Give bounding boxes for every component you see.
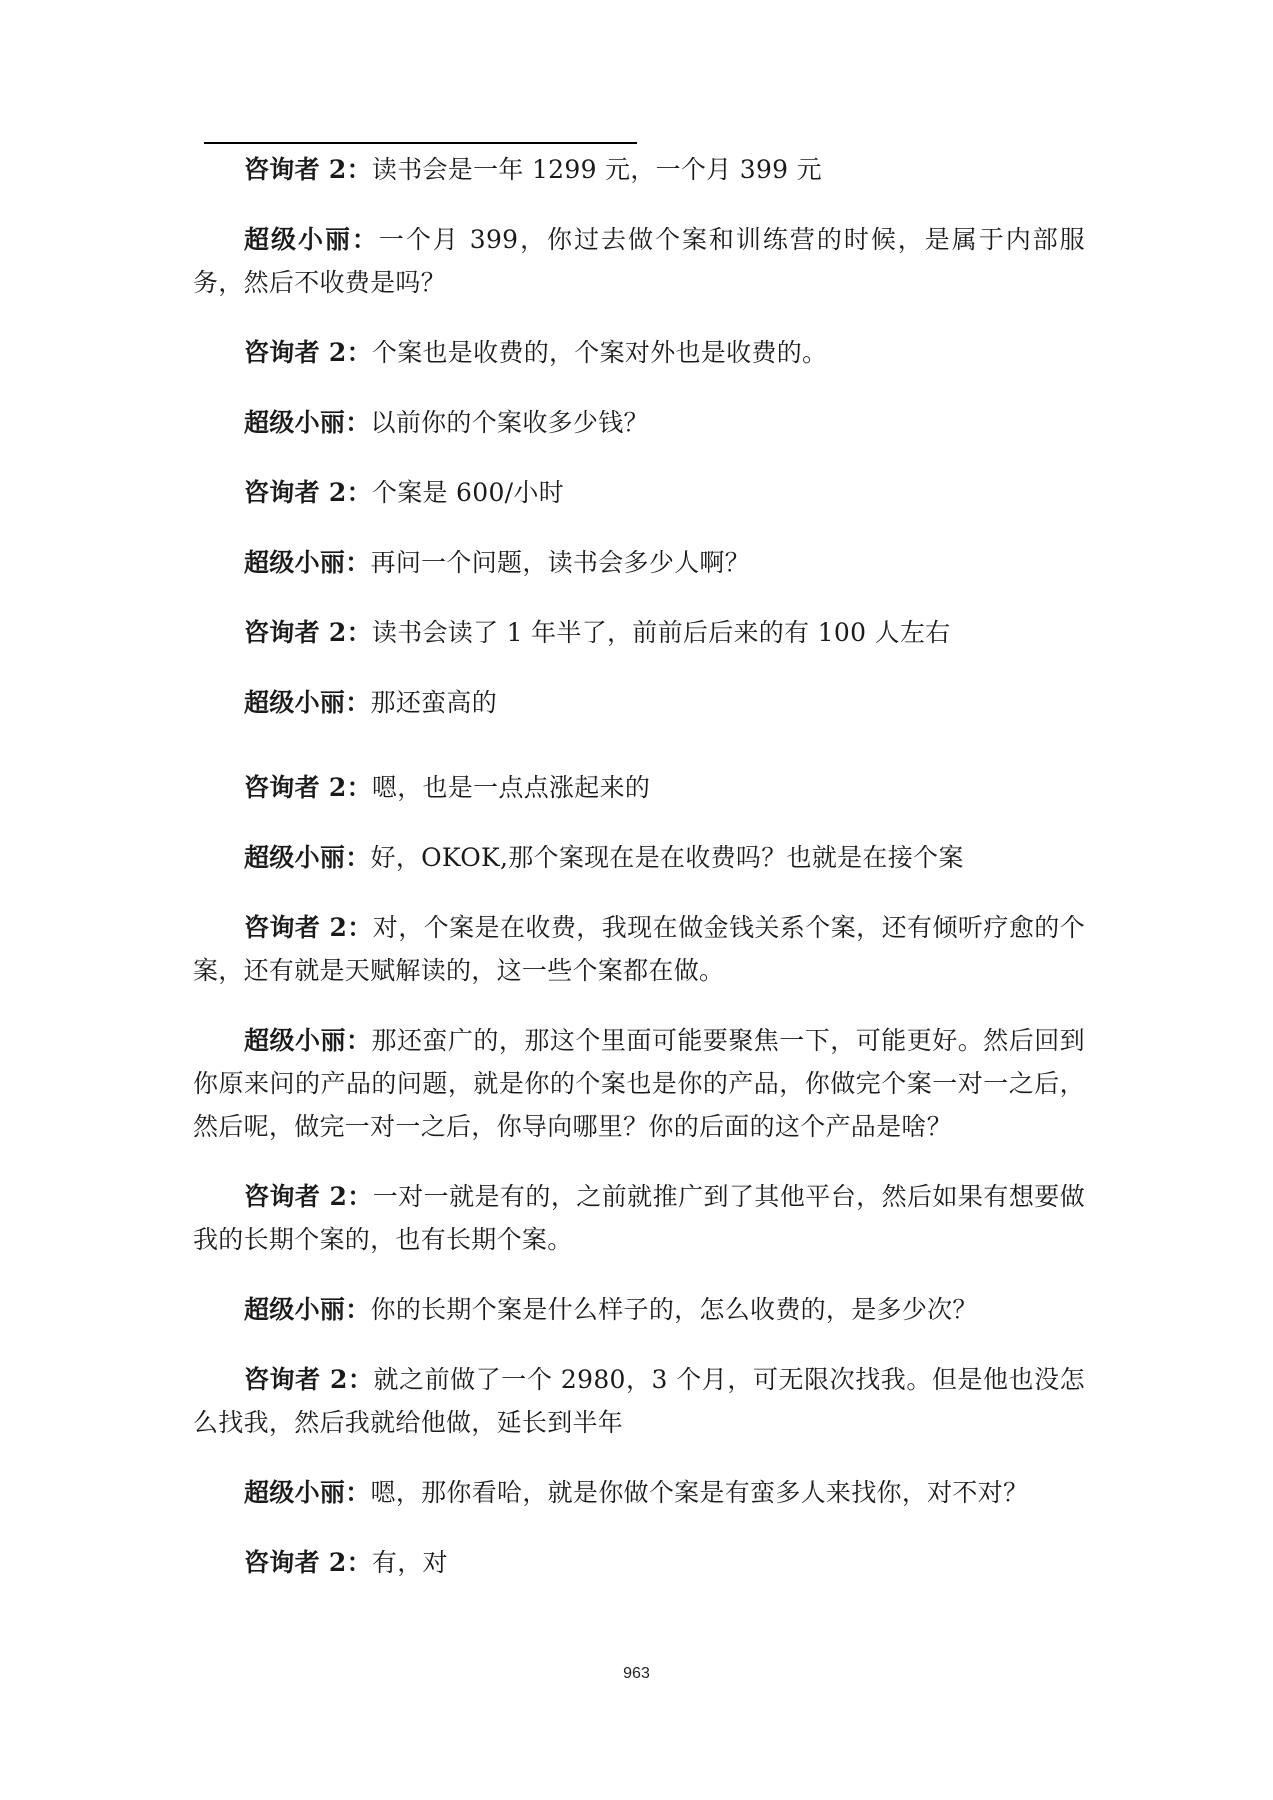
speaker-label: 超级小丽：: [244, 688, 371, 717]
dialogue-paragraph: [193, 331, 1085, 374]
utterance-text: 嗯，那你看哈，就是你做个案是有蛮多人来找你，对不对？: [370, 1478, 1029, 1507]
page-number: 963: [623, 1665, 650, 1682]
speaker-label: 超级小丽：: [244, 408, 371, 437]
dialogue-paragraph: [193, 681, 1085, 724]
speaker-label: 超级小丽：: [244, 548, 371, 577]
utterance-text: 就之前做了一个 2980，3 个月，可无限次找我。但是他也没怎么找我，然后我就给他做，延长到半年: [193, 1365, 1085, 1437]
speaker-label: 咨询者 2：: [244, 1182, 373, 1211]
speaker-label: 咨询者 2：: [244, 155, 372, 184]
dialogue-paragraph: [193, 218, 1085, 304]
speaker-label: 超级小丽：: [244, 225, 379, 254]
utterance-text: 对，个案是在收费，我现在做金钱关系个案，还有倾听疗愈的个案，还有就是天赋解读的，这一些个案都在做。: [193, 913, 1086, 985]
dialogue-paragraph: [193, 148, 1085, 191]
utterance-text: 读书会是一年 1299 元，一个月 399 元: [371, 155, 822, 184]
speaker-label: 咨询者 2：: [244, 1365, 374, 1394]
utterance-text: 你的长期个案是什么样子的，怎么收费的，是多少次？: [370, 1295, 978, 1324]
speaker-label: 超级小丽：: [244, 1026, 372, 1055]
dialogue-paragraph: [193, 1175, 1085, 1261]
utterance-text: 有，对: [371, 1548, 448, 1577]
dialogue-paragraph: [193, 836, 1085, 879]
dialogue-body: [193, 148, 1085, 1611]
utterance-text: 一个月 399，你过去做个案和训练营的时候，是属于内部服务，然后不收费是吗？: [193, 225, 1085, 297]
dialogue-paragraph: [193, 1288, 1085, 1331]
speaker-label: 咨询者 2：: [244, 913, 373, 942]
speaker-label: 咨询者 2：: [244, 1548, 372, 1577]
utterance-text: 个案也是收费的，个案对外也是收费的。: [371, 338, 828, 367]
utterance-text: 个案是 600/小时: [371, 478, 564, 507]
utterance-text: 好，OKOK,那个案现在是在收费吗？也就是在接个案: [370, 843, 964, 872]
dialogue-paragraph: [193, 1471, 1085, 1514]
speaker-label: 超级小丽：: [244, 1295, 371, 1324]
utterance-text: 以前你的个案收多少钱？: [370, 408, 649, 437]
dialogue-paragraph: [193, 401, 1085, 444]
dialogue-paragraph: [193, 1358, 1085, 1444]
speaker-label: 咨询者 2：: [244, 773, 372, 802]
speaker-label: 咨询者 2：: [244, 338, 372, 367]
speaker-label: 咨询者 2：: [244, 478, 372, 507]
utterance-text: 那还蛮广的，那这个里面可能要聚焦一下，可能更好。然后回到你原来问的产品的问题，就是你的个案也是你的产品，你做完个案一对一之后，然后呢，做完一对一之后，你导向哪里？你的后面的这个产品是啥？: [193, 1026, 1085, 1141]
utterance-text: 一对一就是有的，之前就推广到了其他平台，然后如果有想要做我的长期个案的，也有长期个案。: [193, 1182, 1086, 1254]
utterance-text: 读书会读了 1 年半了，前前后后来的有 100 人左右: [371, 618, 951, 647]
dialogue-paragraph: [193, 1541, 1085, 1584]
dialogue-paragraph: [193, 906, 1085, 992]
speaker-label: 超级小丽：: [244, 1478, 371, 1507]
dialogue-paragraph: [193, 1019, 1085, 1148]
utterance-text: 再问一个问题，读书会多少人啊？: [370, 548, 751, 577]
utterance-text: 嗯，也是一点点涨起来的: [371, 773, 651, 802]
dialogue-paragraph: [193, 541, 1085, 584]
dialogue-paragraph: [193, 611, 1085, 654]
dialogue-paragraph: [193, 766, 1085, 809]
speaker-label: 超级小丽：: [244, 843, 371, 872]
speaker-label: 咨询者 2：: [244, 618, 372, 647]
footnote-separator-line: [204, 142, 637, 144]
utterance-text: 那还蛮高的: [370, 688, 498, 717]
dialogue-paragraph: [193, 471, 1085, 514]
